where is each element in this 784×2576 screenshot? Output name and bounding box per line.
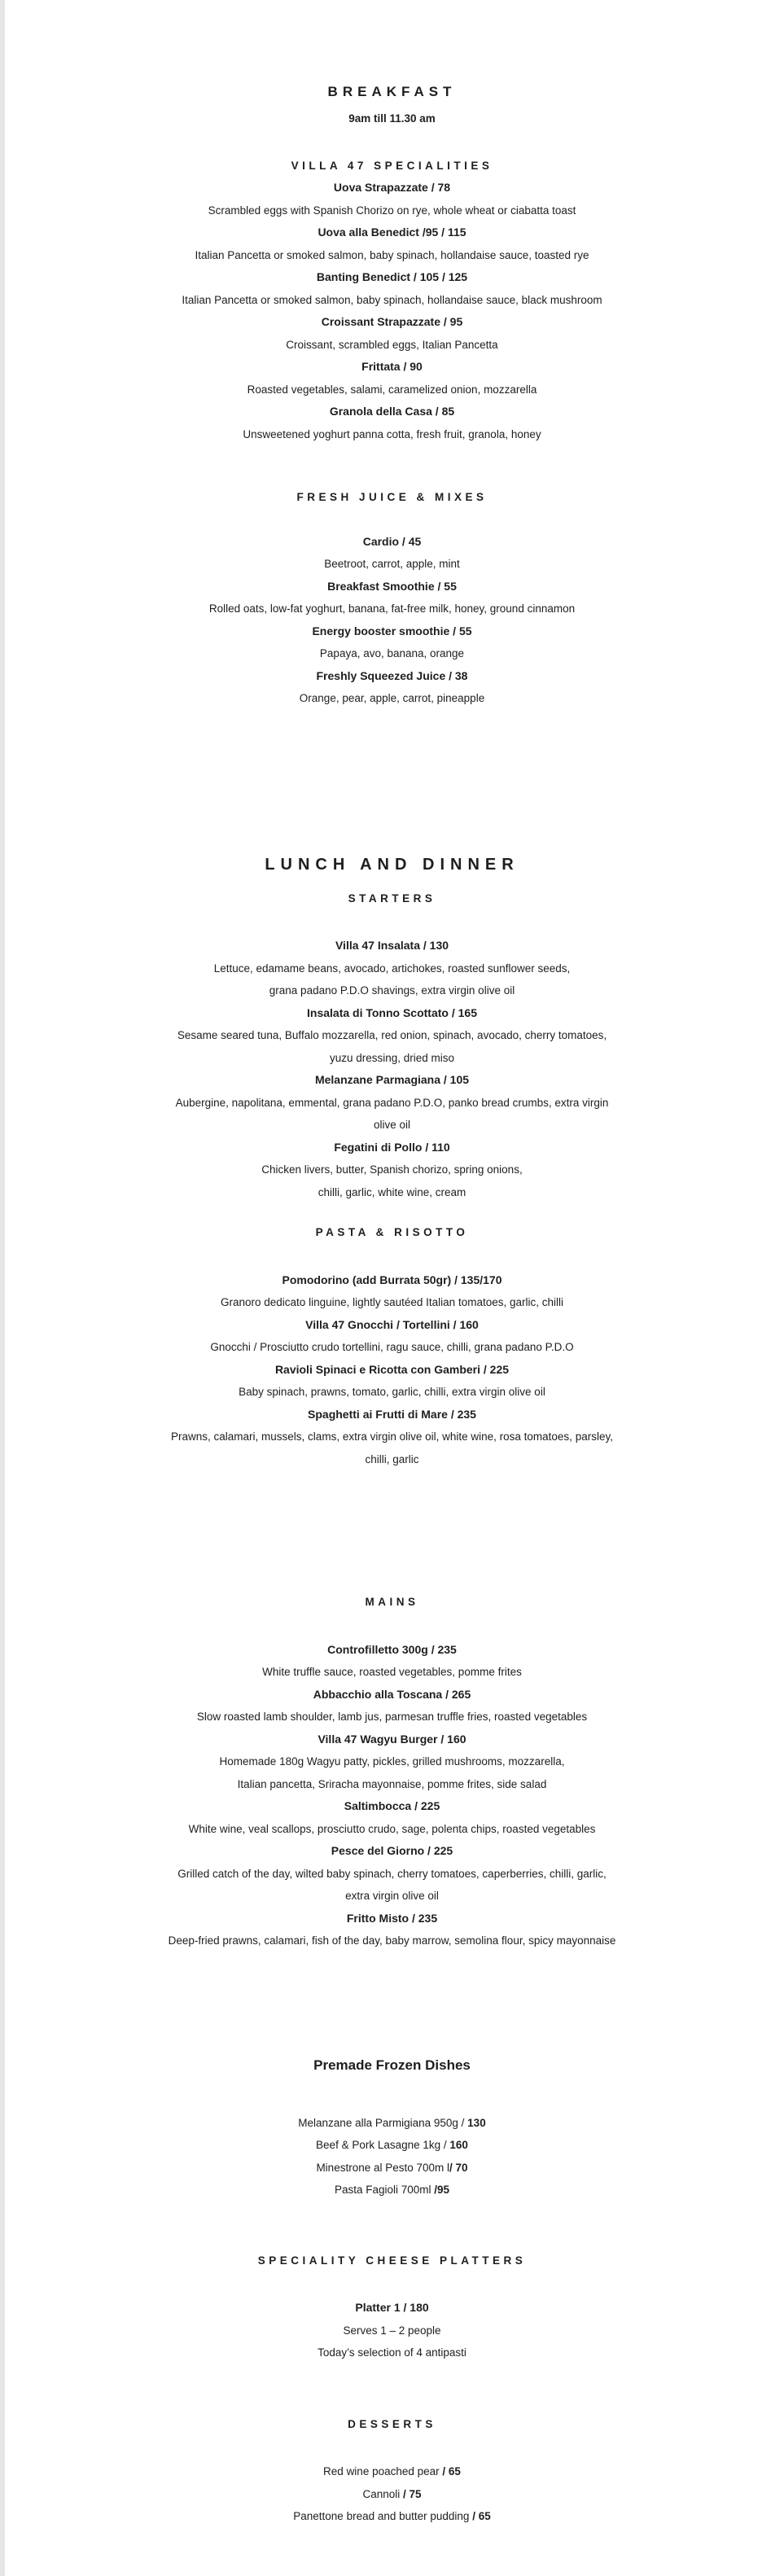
item-name: Villa 47 Wagyu Burger / 160: [318, 1732, 466, 1746]
menu-item: [0, 2112, 784, 2135]
menu-item: [0, 1137, 784, 1204]
item-description: olive oil: [373, 1119, 411, 1131]
menu-item: [0, 177, 784, 221]
item-line: [0, 2134, 784, 2157]
item-description: chilli, garlic, white wine, cream: [318, 1185, 466, 1198]
item-price: / 65: [442, 2465, 461, 2477]
item-description: Serves 1 – 2 people: [343, 2324, 441, 2337]
item-price: / 75: [403, 2487, 422, 2500]
item-name: Croissant Strapazzate / 95: [321, 315, 463, 328]
item-description: Lettuce, edamame beans, avocado, artichokes, roasted sunflower seeds,: [213, 962, 571, 975]
item-description: Gnocchi / Prosciutto crudo tortellini, ragu sauce, chilli, grana padano P.D.O: [210, 1341, 574, 1353]
item-name: Uova alla Benedict /95 / 115: [318, 226, 466, 239]
item-name: Spaghetti ai Frutti di Mare / 235: [308, 1407, 476, 1421]
item-description: chilli, garlic: [365, 1452, 419, 1465]
item-description: extra virgin olive oil: [345, 1890, 439, 1902]
item-name: Villa 47 Gnocchi / Tortellini / 160: [305, 1317, 479, 1331]
item-name: Freshly Squeezed Juice / 38: [316, 668, 468, 682]
menu-item: [0, 266, 784, 311]
item-description: Italian Pancetta or smoked salmon, baby spinach, hollandaise sauce, toasted rye: [195, 248, 589, 261]
section-heading: STARTERS: [348, 892, 436, 905]
item-description: yuzu dressing, dried miso: [329, 1051, 455, 1064]
menu-item: [0, 1639, 784, 1684]
menu-item: [0, 1795, 784, 1840]
item-description: Grilled catch of the day, wilted baby spinach, cherry tomatoes, caperberries, chilli, garlic,: [177, 1867, 607, 1880]
item-description: Italian Pancetta or smoked salmon, baby spinach, hollandaise sauce, black mushroom: [182, 293, 602, 306]
item-list: [0, 531, 784, 710]
item-name: Breakfast Smoothie / 55: [327, 579, 457, 593]
section-desserts: [0, 2413, 784, 2528]
menu-item: [0, 1404, 784, 1471]
item-text: Pasta Fagioli 700ml: [334, 2184, 435, 2196]
menu-item: [0, 221, 784, 266]
section-heading: VILLA 47 SPECIALITIES: [291, 159, 493, 172]
subsection-mains: [0, 1591, 784, 1952]
page-scan-shadow: [0, 0, 5, 2576]
item-list: [0, 2297, 784, 2364]
menu-item: [0, 2179, 784, 2201]
item-name: Ravioli Spinaci e Ricotta con Gamberi / 225: [274, 1362, 510, 1376]
cheese-platters-heading: SPECIALITY CHEESE PLATTERS: [257, 2254, 527, 2267]
section-breakfast: [0, 78, 784, 710]
menu-item: [0, 1684, 784, 1728]
item-line: [0, 2460, 784, 2483]
item-list: [0, 2112, 784, 2201]
menu-item: [0, 531, 784, 576]
item-name: Insalata di Tonno Scottato / 165: [307, 1005, 477, 1019]
menu-item: [0, 935, 784, 1002]
item-text: Beef & Pork Lasagne 1kg /: [316, 2139, 450, 2151]
menu-item: [0, 1269, 784, 1314]
item-list: [0, 1639, 784, 1952]
item-name: Controfilletto 300g / 235: [327, 1642, 457, 1656]
item-description: Chicken livers, butter, Spanish chorizo, spring onions,: [261, 1163, 523, 1176]
item-description: Unsweetened yoghurt panna cotta, fresh fruit, granola, honey: [243, 427, 541, 440]
item-name: Abbacchio alla Toscana / 265: [313, 1687, 471, 1701]
item-list: [0, 1269, 784, 1471]
item-list: [0, 2460, 784, 2528]
menu-item: [0, 576, 784, 620]
menu-item: [0, 2460, 784, 2483]
menu-item: [0, 1908, 784, 1952]
menu-item: [0, 620, 784, 665]
menu-item: [0, 1728, 784, 1796]
item-description: Prawns, calamari, mussels, clams, extra virgin olive oil, white wine, rosa tomatoes, parsley,: [171, 1430, 613, 1443]
item-description: Baby spinach, prawns, tomato, garlic, chilli, extra virgin olive oil: [239, 1386, 545, 1398]
menu-item: [0, 665, 784, 710]
item-description: Aubergine, napolitana, emmental, grana padano P.D.O, panko bread crumbs, extra virgin: [175, 1096, 609, 1109]
item-description: Rolled oats, low-fat yoghurt, banana, fat-free milk, honey, ground cinnamon: [208, 602, 576, 615]
item-price: /95: [434, 2184, 450, 2196]
menu-item: [0, 1359, 784, 1404]
item-name: Granola della Casa / 85: [329, 405, 455, 418]
item-description: grana padano P.D.O shavings, extra virgin olive oil: [269, 984, 515, 997]
item-description: Croissant, scrambled eggs, Italian Pancetta: [286, 338, 498, 351]
item-text: Red wine poached pear: [323, 2465, 443, 2477]
premade-frozen-heading: Premade Frozen Dishes: [313, 2057, 471, 2073]
menu-item: [0, 2297, 784, 2364]
item-description: Homemade 180g Wagyu patty, pickles, grilled mushrooms, mozzarella,: [219, 1755, 565, 1768]
item-name: Frittata / 90: [361, 360, 423, 373]
item-list: [0, 935, 784, 1203]
subsection-pasta-risotto: [0, 1221, 784, 1470]
section-heading: FRESH JUICE & MIXES: [296, 491, 488, 503]
menu-item: [0, 1002, 784, 1070]
item-name: Uova Strapazzate / 78: [333, 181, 451, 194]
lunch-dinner-title: LUNCH AND DINNER: [265, 855, 519, 874]
item-line: [0, 2483, 784, 2506]
item-price: / 70: [449, 2161, 468, 2174]
section-lunch-and-dinner: [0, 848, 784, 1952]
menu-item: [0, 311, 784, 356]
menu-item: [0, 401, 784, 445]
item-description: Italian pancetta, Sriracha mayonnaise, pomme frites, side salad: [237, 1777, 547, 1790]
menu-item: [0, 1840, 784, 1908]
item-name: Cardio / 45: [362, 534, 422, 548]
item-name: Saltimbocca / 225: [344, 1799, 440, 1812]
item-text: Panettone bread and butter pudding: [293, 2510, 473, 2522]
menu-item: [0, 2483, 784, 2506]
item-description: Today’s selection of 4 antipasti: [318, 2346, 466, 2359]
section-premade-frozen-dishes: [0, 2053, 784, 2201]
breakfast-title: BREAKFAST: [327, 84, 457, 99]
item-description: Roasted vegetables, salami, caramelized onion, mozzarella: [247, 383, 537, 396]
item-name: Fegatini di Pollo / 110: [334, 1140, 450, 1154]
subsection-fresh-juice-mixes: [0, 486, 784, 710]
menu-item: [0, 2134, 784, 2157]
item-name: Banting Benedict / 105 / 125: [316, 270, 468, 283]
item-text: Melanzane alla Parmigiana 950g /: [298, 2116, 468, 2129]
item-line: [0, 2179, 784, 2201]
item-description: Sesame seared tuna, Buffalo mozzarella, red onion, spinach, avocado, cherry tomatoes,: [177, 1029, 607, 1041]
item-description: Beetroot, carrot, apple, mint: [324, 558, 460, 570]
item-name: Melanzane Parmagiana / 105: [314, 1073, 470, 1086]
menu-item: [0, 1314, 784, 1359]
section-speciality-cheese-platters: [0, 2250, 784, 2364]
section-heading: MAINS: [365, 1596, 419, 1608]
item-text: Minestrone al Pesto 700m l: [316, 2161, 450, 2174]
item-description: Papaya, avo, banana, orange: [319, 647, 465, 659]
item-line: [0, 2112, 784, 2135]
item-description: White truffle sauce, roasted vegetables, pomme frites: [262, 1666, 522, 1678]
item-description: Slow roasted lamb shoulder, lamb jus, parmesan truffle fries, roasted vegetables: [196, 1711, 588, 1723]
item-text: Cannoli: [362, 2487, 403, 2500]
item-name: Pomodorino (add Burrata 50gr) / 135/170: [282, 1273, 502, 1286]
item-description: Deep-fried prawns, calamari, fish of the day, baby marrow, semolina flour, spicy mayonnaise: [168, 1934, 616, 1947]
item-name: Pesce del Giorno / 225: [331, 1844, 453, 1857]
item-name: Energy booster smoothie / 55: [312, 624, 472, 637]
item-name: Villa 47 Insalata / 130: [335, 939, 449, 952]
item-line: [0, 2157, 784, 2180]
item-list: [0, 177, 784, 445]
item-line: [0, 2505, 784, 2528]
item-price: / 65: [472, 2510, 491, 2522]
breakfast-hours: 9am till 11.30 am: [348, 112, 436, 125]
subsection-starters: [0, 887, 784, 1204]
menu-item: [0, 1069, 784, 1137]
item-description: Orange, pear, apple, carrot, pineapple: [299, 692, 485, 704]
section-heading: PASTA & RISOTTO: [315, 1226, 469, 1238]
menu-item: [0, 2505, 784, 2528]
item-price: 130: [467, 2116, 486, 2129]
item-price: 160: [449, 2139, 468, 2151]
item-name: Platter 1 / 180: [355, 2301, 429, 2314]
subsection-villa-47-specialities: [0, 155, 784, 446]
item-description: Scrambled eggs with Spanish Chorizo on rye, whole wheat or ciabatta toast: [208, 204, 576, 217]
menu-item: [0, 356, 784, 401]
item-name: Fritto Misto / 235: [346, 1911, 438, 1925]
desserts-heading: DESSERTS: [348, 2417, 436, 2430]
item-description: Granoro dedicato linguine, lightly sautéed Italian tomatoes, garlic, chilli: [221, 1296, 563, 1308]
menu-item: [0, 2157, 784, 2180]
item-description: White wine, veal scallops, prosciutto crudo, sage, polenta chips, roasted vegetables: [188, 1822, 596, 1835]
